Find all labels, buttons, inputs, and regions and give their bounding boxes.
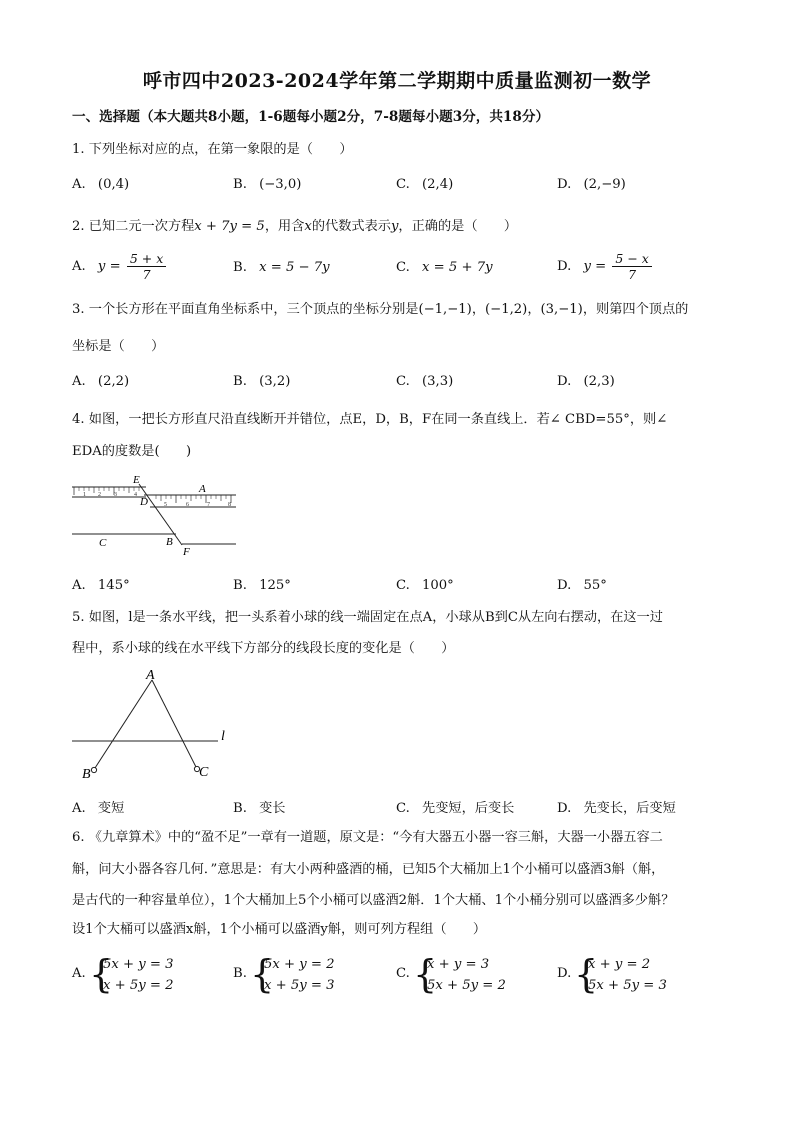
ruler-right-tick-label: 8 xyxy=(228,502,231,508)
q3-option-c[interactable]: C. (3,3) xyxy=(396,374,454,389)
left-brace: { xyxy=(413,952,438,996)
point-label-c: C xyxy=(199,765,209,780)
question-5-stem-line1: 5. 如图，l是一条水平线，把一头系着小球的线一端固定在点A，小球从B到C从左向右摆动，在这一过 xyxy=(72,610,663,625)
question-4-stem-line1: 4. 如图，一把长方形直尺沿直线断开并错位，点E，D，B，F在同一条直线上．若∠ CBD=55°，则∠ xyxy=(72,412,668,427)
point-label-b: B xyxy=(166,536,173,548)
question-5-stem-line2: 程中，系小球的线在水平线下方部分的线段长度的变化是（ ） xyxy=(72,641,455,656)
q1-option-d[interactable]: D. (2,−9) xyxy=(557,177,626,192)
question-6-line3: 是古代的一种容量单位），1个大桶加上5个小桶可以盛酒2斛．1个大桶、1个小桶分别可以盛酒多少斛？ xyxy=(72,893,675,908)
q3-option-b[interactable]: B. (3,2) xyxy=(233,374,291,389)
q2-option-d[interactable]: D. y = $\frac{5 - x}{7}$ xyxy=(557,251,654,282)
point-label-d: D xyxy=(140,496,148,508)
q6-option-d[interactable]: D. xyxy=(557,966,572,981)
q4-option-c[interactable]: C. 100° xyxy=(396,578,454,593)
q5-option-c[interactable]: C. 先变短，后变长 xyxy=(396,801,515,816)
q3-option-a[interactable]: A. (2,2) xyxy=(72,374,130,389)
point-label-a: A xyxy=(199,483,206,495)
question-3-stem-line1: 3. 一个长方形在平面直角坐标系中，三个顶点的坐标分别是(−1,−1)，(−1,2)，(3,−1)，则第四个顶点的 xyxy=(72,302,689,317)
string-ab xyxy=(95,680,152,768)
ball-b xyxy=(91,767,96,772)
q4-option-b[interactable]: B. 125° xyxy=(233,578,291,593)
fraction: $\frac{5 - x}{7}$ xyxy=(612,251,651,282)
question-4-stem-line2: EDA的度数是( ) xyxy=(72,444,192,459)
q2-option-a[interactable]: A. y = $\frac{5 + x}{7}$ xyxy=(72,251,168,282)
q5-option-b[interactable]: B. 变长 xyxy=(233,801,286,816)
ruler-right-tick-label: 6 xyxy=(186,502,189,508)
q5-option-d[interactable]: D. 先变长，后变短 xyxy=(557,801,676,816)
ruler-right-ticks xyxy=(156,495,231,503)
equation-system: x + y = 3 5x + 5y = 2 xyxy=(427,957,506,993)
left-brace: { xyxy=(89,952,114,996)
q1-option-c[interactable]: C. (2,4) xyxy=(396,177,454,192)
ruler-right-tick-label: 5 xyxy=(164,502,167,508)
q1-option-a[interactable]: A. (0,4) xyxy=(72,177,130,192)
q6-option-c[interactable]: C. xyxy=(396,966,410,981)
question-6-line4: 设1个大桶可以盛酒x斛，1个小桶可以盛酒y斛，则可列方程组（ ） xyxy=(72,922,487,937)
question-6-line1: 6. 《九章算术》中的“盈不足”一章有一道题，原文是：“今有大器五小器一容三斛，大器一小器五容二 xyxy=(72,830,663,845)
q5-option-a[interactable]: A. 变短 xyxy=(72,801,125,816)
fraction: $\frac{5 + x}{7}$ xyxy=(127,251,166,282)
ruler-left-tick-label: 3 xyxy=(114,492,117,498)
point-label-c: C xyxy=(99,537,107,549)
question-1-stem: 1. 下列坐标对应的点，在第一象限的是（ ） xyxy=(72,142,353,157)
ruler-left-tick-label: 1 xyxy=(83,492,86,498)
q3-option-d[interactable]: D. (2,3) xyxy=(557,374,615,389)
point-label-a: A xyxy=(146,668,155,683)
q4-option-a[interactable]: A. 145° xyxy=(72,578,130,593)
ruler-figure xyxy=(66,472,246,562)
point-label-b: B xyxy=(82,767,91,782)
q6-option-a[interactable]: A. xyxy=(72,966,86,981)
point-label-e: E xyxy=(133,474,140,486)
line-label-l: l xyxy=(221,729,225,744)
ruler-left-tick-label: 2 xyxy=(98,492,101,498)
equation-system: x + y = 2 5x + 5y = 3 xyxy=(588,957,667,993)
question-3-stem-line2: 坐标是（ ） xyxy=(72,339,165,354)
ruler-left-tick-label: 4 xyxy=(134,492,137,498)
equation-system: 5x + y = 3 x + 5y = 2 xyxy=(103,957,174,993)
q1-option-b[interactable]: B. (−3,0) xyxy=(233,177,302,192)
left-brace: { xyxy=(250,952,275,996)
q2-option-b[interactable]: B. x = 5 − 7y xyxy=(233,260,330,275)
point-label-f: F xyxy=(183,546,190,558)
question-6-line2: 斛，问大小器各容几何．”意思是：有大小两种盛酒的桶，已知5个大桶加上1个小桶可以盛酒3斛（斛， xyxy=(72,862,665,877)
equation-system: 5x + y = 2 x + 5y = 3 xyxy=(264,957,335,993)
pendulum-figure xyxy=(66,664,246,784)
left-brace: { xyxy=(574,952,599,996)
ruler-right-tick-label: 7 xyxy=(207,502,210,508)
page-title: 呼市四中2023-2024学年第二学期期中质量监测初一数学 xyxy=(142,70,652,92)
question-2-stem: 2. 已知二元一次方程x + 7y = 5，用含x的代数式表示y，正确的是（ ） xyxy=(72,219,518,234)
string-ac xyxy=(152,680,196,767)
q4-option-d[interactable]: D. 55° xyxy=(557,578,607,593)
q2-option-c[interactable]: C. x = 5 + 7y xyxy=(396,260,493,275)
section-heading: 一、选择题（本大题共8小题，1-6题每小题2分，7-8题每小题3分，共18分） xyxy=(72,109,550,125)
cut-line-edbf xyxy=(139,484,182,545)
q6-option-b[interactable]: B. xyxy=(233,966,247,981)
